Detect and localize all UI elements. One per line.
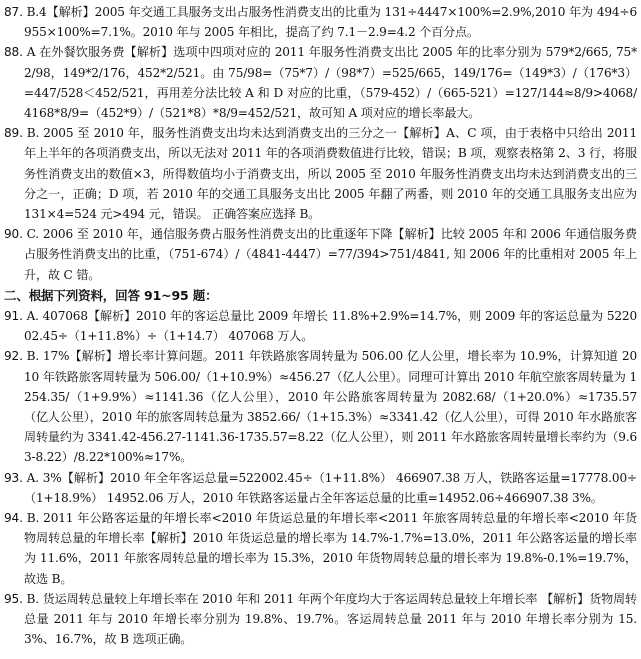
answer-item-89 <box>4 123 637 224</box>
item-number: 91. <box>4 309 23 324</box>
item-text: B.4【解析】2005 年交通工具服务支出占服务性消费支出的比重为 131÷4447×100%=2.9%,2010 年为 494÷6955×100%=7.1%。2010 年与 2005 年相比，提高了约 7.1－2.9=4.2 个百分点。 <box>24 5 637 40</box>
item-number: 89. <box>4 126 23 141</box>
item-text: C. 2006 至 2010 年，通信服务费占服务性消费支出的比重逐年下降【解析】比较 2005 年和 2006 年通信服务费占服务性消费支出的比重，（751-674）/（4841-4447）=77/394>751/4841, 知 2006 年的比重相对 2005 年上升，故 C 错。 <box>24 227 637 282</box>
item-text: A 在外餐饮服务费【解析】选项中四项对应的 2011 年服务性消费支出比 2005 年的比率分别为 579*2/665, 75*2/98，149*2/176，452*2/521。由 75/98=（75*7）/（98*7）=525/665，149/176=（149*3）/（176*3）=447/528＜452/521，再用差分法比较 A 和 D 对应的比重，（579-452）/（665-521）=127/144≈8/9>4068/4168*8/9=（452*9）/（521*8）*8/9=452/521，故可知 A 项对应的增长率最大。 <box>24 45 637 121</box>
answer-item-87 <box>4 2 637 42</box>
item-text: B. 17%【解析】增长率计算问题。2011 年铁路旅客周转量为 506.00 亿人公里，增长率为 10.9%，计算知道 2010 年铁路旅客周转量为 506.00/（1+10.9%）≈456.27（亿人公里）。同理可计算出 2010 年航空旅客周转量为 1254.35/（1+9.9%）≈1141.36（亿人公里），2010 年公路旅客周转量为 2082.68/（1+20.0%）≈1735.57（亿人公里），2010 年的旅客周转总量为 3852.66/（1+15.3%）≈3341.42（亿人公里），可得 2010 年水路旅客周转量约为 3341.42-456.27-1141.36-1735.57=8.22（亿人公里），则 2011 年水路旅客周转量增长率约为（9.63-8.22）/8.22*100%≈17%。 <box>24 349 637 465</box>
item-number: 92. <box>4 349 23 364</box>
answer-item-91 <box>4 306 637 346</box>
item-text: B. 2011 年公路客运量的年增长率<2010 年货运总量的年增长率<2011 年旅客周转总量的年增长率<2010 年货物周转总量的年增长率【解析】2010 年货运总量的增长率为 14.7%-1.7%=13.0%，2011 年公路客运量的增长率为 11.6%，2011 年旅客周转总量的增长率为 15.3%，2010 年货物周转总量的增长率为 19.8%-0.1%=19.7%，故选 B。 <box>24 511 637 586</box>
item-number: 93. <box>4 470 23 485</box>
item-text: B. 2005 至 2010 年，服务性消费支出均未达到消费支出的三分之一【解析】A、C 项，由于表格中只给出 2011 年上半年的各项消费支出，所以无法对 2011 年的各项消费数值进行比较，错误；B 项，观察表格第 2、3 行，将服务性消费支出的数值×3，所得数值均小于消费支出，所以 2005 至 2010 年服务性消费支出均未达到消费支出的三分之一，正确；D 项，若 2010 年的交通工具服务支出比 2005 年翻了两番，则 2010 年的交通工具服务支出应为 131×4=524 元>494 元，错误。 正确答案应选择 B。 <box>24 126 637 222</box>
item-number: 90. <box>4 227 23 242</box>
item-number: 94. <box>4 511 23 526</box>
section-heading: 二、根据下列资料，回答 91~95 题： <box>4 287 218 303</box>
item-number: 95. <box>4 591 23 606</box>
answer-item-95 <box>4 589 637 650</box>
answer-item-90 <box>4 224 637 285</box>
item-number: 88. <box>4 45 23 60</box>
item-text: B. 货运周转总量较上年增长率在 2010 年和 2011 年两个年度均大于客运周转总量较上年增长率 【解析】货物周转总量 2011 年与 2010 年增长率分别为 19.8%、19.7%。客运周转总量 2011 年与 2010 年增长率分别为 15.3%、16.7%，故 B 选项正确。 <box>24 591 637 647</box>
answer-item-92 <box>4 346 637 467</box>
answer-item-94 <box>4 508 637 589</box>
answer-item-93 <box>4 468 637 508</box>
answer-item-88 <box>4 42 637 123</box>
item-number: 87. <box>4 5 23 19</box>
item-text: A. 3%【解析】2010 年全年客运总量=522002.45÷（1+11.8%） 466907.38 万人，铁路客运量=17778.00÷（1+18.9%） 14952.06 万人，2010 年铁路客运量占全年客运总量的比重=14952.06÷466907.38 3%。 <box>24 470 637 505</box>
item-text: A. 407068【解析】2010 年的客运总量比 2009 年增长 11.8%+2.9%=14.7%，则 2009 年的客运总量为 522002.45÷（1+11.8%）÷（1+14.7） 407068 万人。 <box>24 309 637 344</box>
